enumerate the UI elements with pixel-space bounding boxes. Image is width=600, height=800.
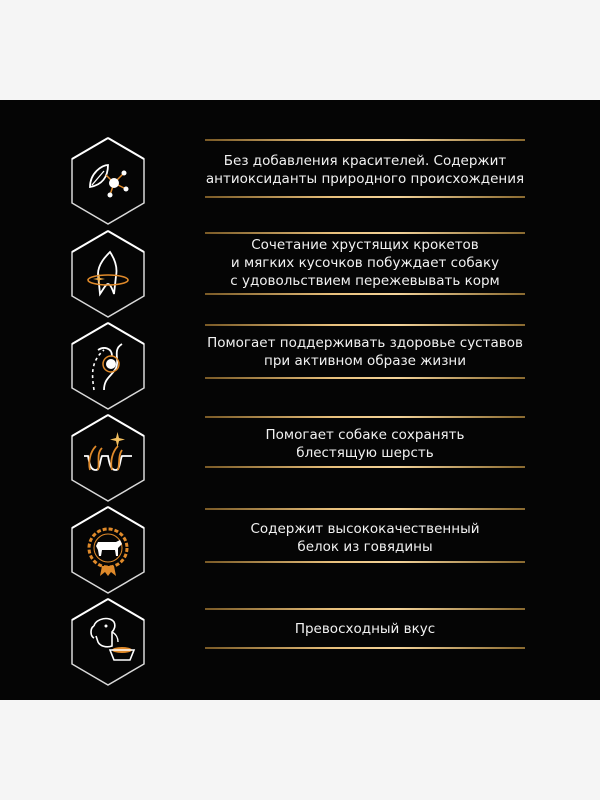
feature-line: при активном образе жизни xyxy=(264,353,466,369)
dog-bowl-icon xyxy=(68,596,148,688)
divider-top xyxy=(205,324,525,326)
feature-row xyxy=(0,135,600,227)
feature-line: Помогает поддерживать здоровье суставов xyxy=(207,335,523,351)
feature-text xyxy=(200,520,530,556)
feature-line: блестящую шерсть xyxy=(296,445,434,461)
feature-text xyxy=(200,334,530,370)
tooth-icon xyxy=(68,228,148,320)
feature-line: Содержит высококачественный xyxy=(250,521,480,537)
feature-line: и мягких кусочков побуждает собаку xyxy=(230,255,500,271)
feature-line: Превосходный вкус xyxy=(294,621,436,637)
feature-text xyxy=(200,152,530,188)
divider-top xyxy=(205,139,525,141)
features-panel xyxy=(0,100,600,700)
divider-top xyxy=(205,608,525,610)
divider-top xyxy=(205,508,525,510)
feature-text xyxy=(200,620,530,638)
divider-top xyxy=(205,232,525,234)
feature-line: Сочетание хрустящих крокетов xyxy=(251,237,479,253)
joint-icon xyxy=(68,320,148,412)
beef-quality-badge-icon xyxy=(68,504,148,596)
divider-bottom xyxy=(205,647,525,649)
divider-bottom xyxy=(205,466,525,468)
feature-text xyxy=(200,236,530,290)
shiny-coat-icon xyxy=(68,412,148,504)
feature-text xyxy=(200,426,530,462)
divider-bottom xyxy=(205,196,525,198)
divider-bottom xyxy=(205,293,525,295)
divider-bottom xyxy=(205,561,525,563)
feature-line: с удовольствием пережевывать корм xyxy=(230,273,500,289)
feature-row xyxy=(0,320,600,412)
feature-line: антиоксиданты природного происхождения xyxy=(205,171,525,187)
molecule-leaf-icon xyxy=(68,135,148,227)
divider-top xyxy=(205,416,525,418)
feature-row xyxy=(0,504,600,596)
feature-row xyxy=(0,412,600,504)
feature-line: Без добавления красителей. Содержит xyxy=(223,153,507,169)
feature-line: белок из говядины xyxy=(297,539,433,555)
feature-line: Помогает собаке сохранять xyxy=(265,427,465,443)
feature-row xyxy=(0,228,600,320)
feature-row xyxy=(0,596,600,688)
divider-bottom xyxy=(205,377,525,379)
